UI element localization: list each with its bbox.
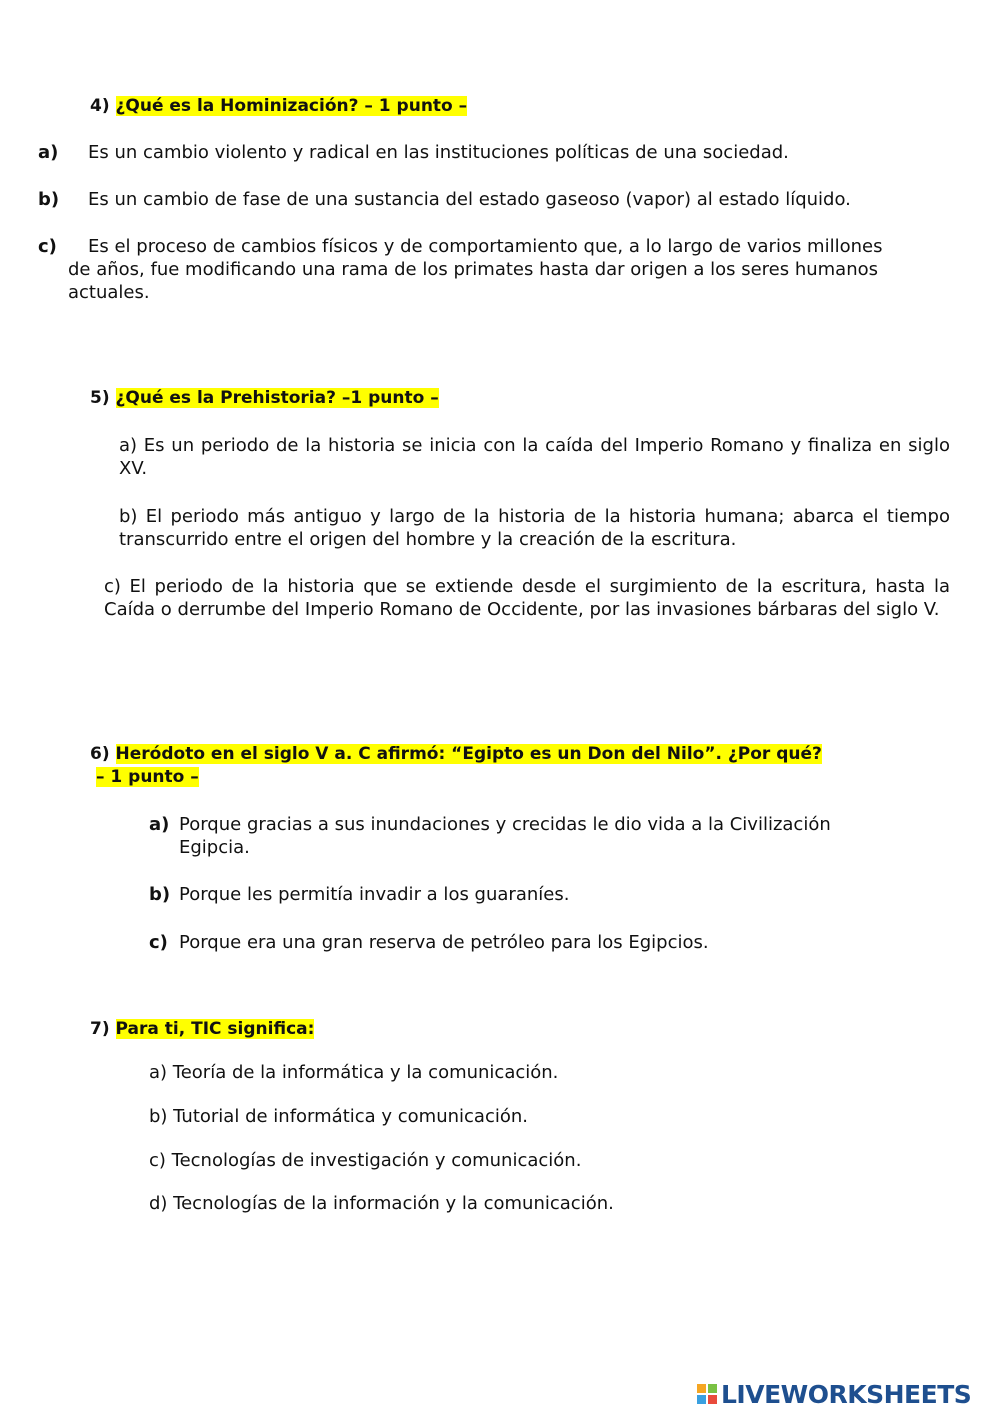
option-7d[interactable]: d) Tecnologías de la información y la comunicación. — [149, 1193, 614, 1214]
question-number: 6) — [90, 744, 110, 764]
option-4b[interactable] — [38, 188, 958, 211]
option-label: b) — [38, 189, 60, 210]
option-4a[interactable] — [38, 141, 958, 164]
option-5a[interactable]: a) Es un periodo de la historia se inicia con la caída del Imperio Romano y finaliza en siglo XV. — [119, 435, 950, 479]
option-text-line-1: Porque gracias a sus inundaciones y crecidas le dio vida a la Civilización — [179, 814, 831, 835]
liveworksheets-logo[interactable] — [697, 1376, 971, 1412]
option-text-line-3: actuales. — [68, 282, 150, 303]
question-number: 4) — [90, 96, 110, 116]
option-5c[interactable]: c) El periodo de la historia que se extiende desde el surgimiento de la escritura, hasta la Caída o derrumbe del Imperio Romano de Occidente, por las invasiones bárbaras del siglo V. — [104, 576, 950, 620]
option-label: c) — [149, 932, 168, 953]
option-label: a) — [38, 142, 59, 163]
question-text: ¿Qué es la Hominización? – 1 punto – — [115, 96, 468, 116]
option-label: b) — [149, 884, 171, 905]
question-5 — [90, 387, 439, 410]
question-7 — [90, 1018, 314, 1041]
logo-square — [697, 1384, 706, 1393]
option-7a[interactable]: a) Teoría de la informática y la comunicación. — [149, 1062, 559, 1083]
option-text: Porque les permitía invadir a los guaraníes. — [179, 884, 570, 905]
option-text-line-1: Es el proceso de cambios físicos y de comportamiento que, a lo largo de varios millones — [88, 236, 883, 257]
option-7c[interactable]: c) Tecnologías de investigación y comunicación. — [149, 1150, 582, 1171]
option-text: Es un cambio de fase de una sustancia del estado gaseoso (vapor) al estado líquido. — [88, 189, 851, 210]
option-text: Porque era una gran reserva de petróleo para los Egipcios. — [179, 932, 709, 953]
option-6a[interactable] — [149, 813, 950, 859]
option-5b[interactable]: b) El periodo más antiguo y largo de la historia de la historia humana; abarca el tiempo transcurrido entre el origen del hombre y la creación de la escritura. — [119, 506, 950, 550]
liveworksheets-logo-icon — [697, 1384, 717, 1404]
option-6b[interactable] — [149, 883, 950, 906]
logo-square — [708, 1395, 717, 1404]
option-7b[interactable]: b) Tutorial de informática y comunicación. — [149, 1106, 529, 1127]
option-label: c) — [38, 236, 57, 257]
option-label: a) — [149, 814, 170, 835]
option-text: Es un cambio violento y radical en las instituciones políticas de una sociedad. — [88, 142, 789, 163]
question-text: ¿Qué es la Prehistoria? –1 punto – — [115, 388, 439, 408]
logo-square — [708, 1384, 717, 1393]
question-6 — [90, 743, 890, 789]
question-text: Heródoto en el siglo V a. C afirmó: “Egipto es un Don del Nilo”. ¿Por qué? — [115, 744, 822, 764]
logo-text: LIVEWORKSHEETS — [721, 1379, 972, 1409]
question-points: – 1 punto – — [96, 767, 199, 787]
question-number: 5) — [90, 388, 110, 408]
question-text: Para ti, TIC significa: — [115, 1019, 315, 1039]
option-text-line-2: Egipcia. — [179, 837, 250, 858]
option-4c[interactable] — [38, 235, 950, 304]
option-6c[interactable] — [149, 931, 950, 954]
question-number: 7) — [90, 1019, 110, 1039]
question-4 — [90, 95, 467, 118]
logo-square — [697, 1395, 706, 1404]
option-text-line-2: de años, fue modificando una rama de los primates hasta dar origen a los seres humanos — [68, 259, 879, 280]
